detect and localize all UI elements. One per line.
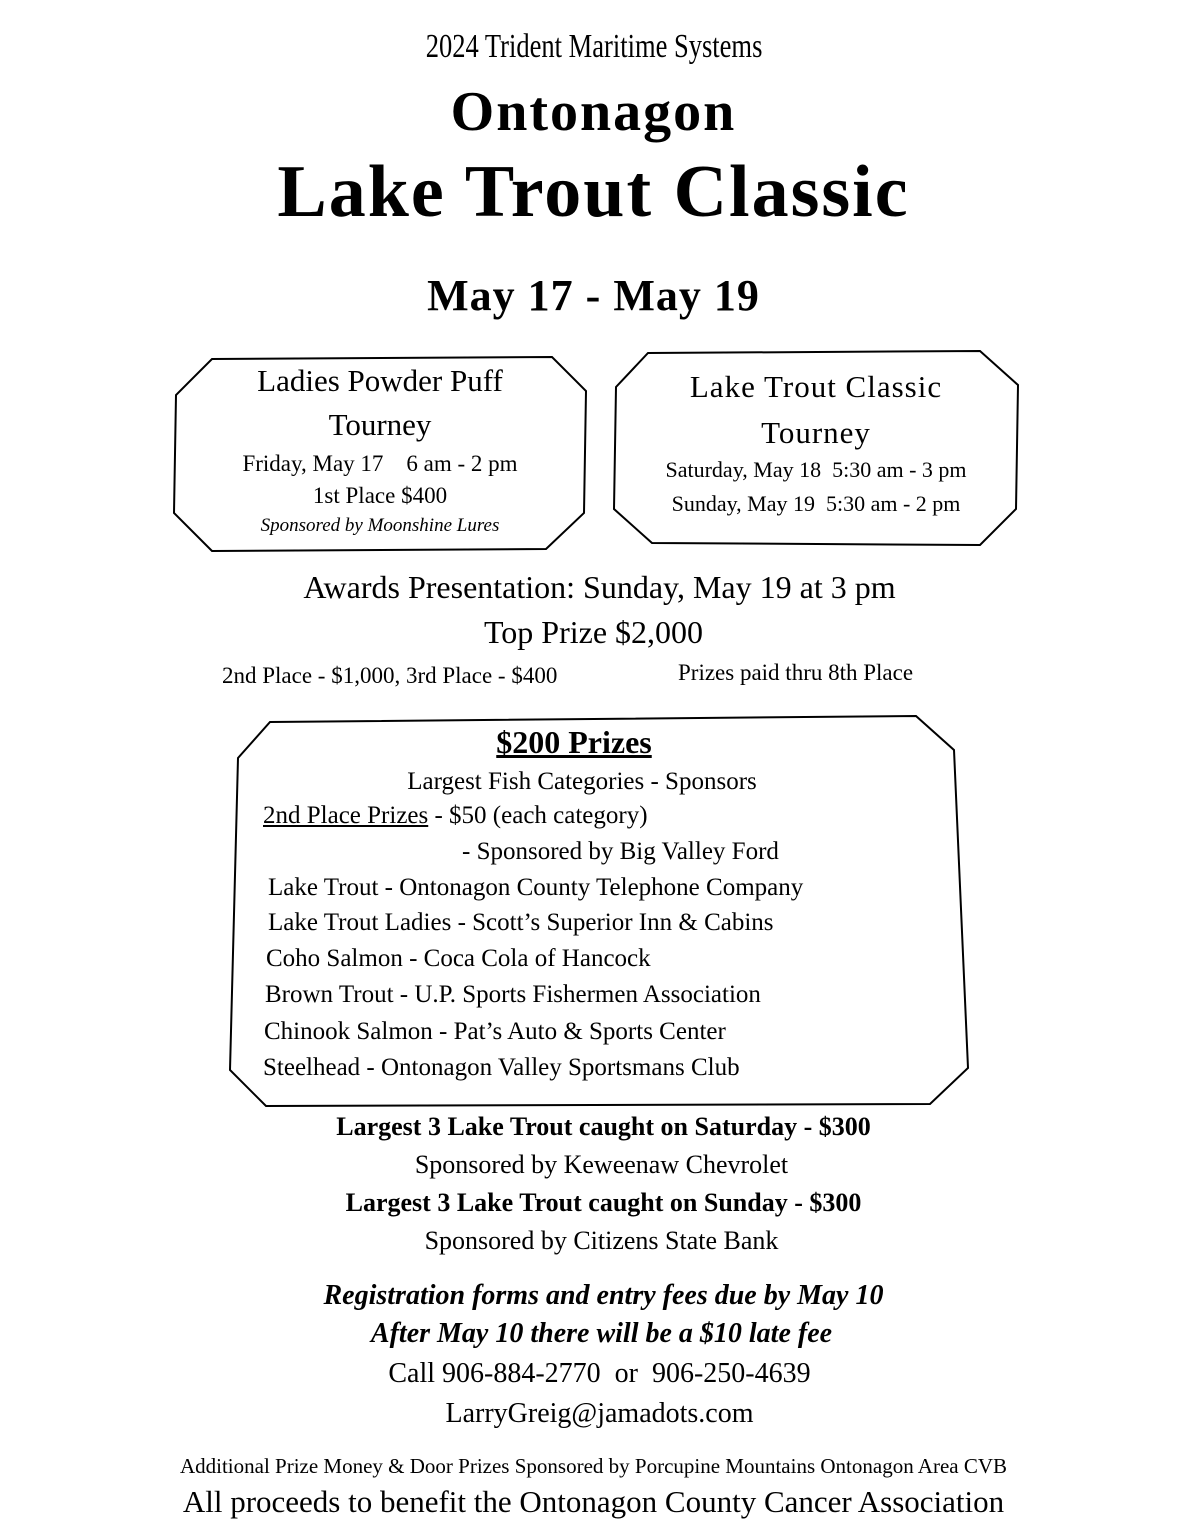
powder-puff-prize: 1st Place $400 — [312, 483, 448, 508]
powder-puff-box — [172, 355, 588, 551]
prizes-heading: $200 Prizes — [496, 724, 652, 760]
category-item: Brown Trout - U.P. Sports Fishermen Association — [265, 981, 761, 1008]
category-item: Chinook Salmon - Pat’s Auto & Sports Center — [264, 1018, 726, 1045]
sponsor-line: 2024 Trident Maritime Systems — [425, 28, 763, 65]
saturday-sponsor: Sponsored by Keweenaw Chevrolet — [414, 1150, 789, 1179]
category-item: Lake Trout - Ontonagon County Telephone Company — [268, 874, 804, 901]
proceeds-note: All proceeds to benefit the Ontonagon County Cancer Association — [182, 1484, 1005, 1519]
awards-paid-thru: Prizes paid thru 8th Place — [678, 660, 914, 685]
classic-tourney-box — [612, 349, 1020, 545]
location-title: Ontonagon — [450, 81, 737, 143]
contact-email: LarryGreig@jamadots.com — [445, 1398, 754, 1429]
phone-numbers: Call 906-884-2770 or 906-250-4639 — [388, 1358, 811, 1389]
registration-due: Registration forms and entry fees due by May 10 — [323, 1280, 884, 1311]
prizes-intro: Largest Fish Categories - Sponsors — [407, 768, 757, 795]
late-fee: After May 10 there will be a $10 late fee — [370, 1318, 833, 1349]
powder-puff-sponsor: Sponsored by Moonshine Lures — [260, 515, 500, 536]
awards-places: 2nd Place - $1,000, 3rd Place - $400 — [222, 663, 558, 688]
second-place-row — [263, 802, 648, 830]
event-title: Lake Trout Classic — [277, 151, 910, 233]
event-dates: May 17 - May 19 — [427, 271, 760, 320]
powder-puff-schedule: Friday, May 17 6 am - 2 pm — [242, 451, 518, 476]
classic-tourney-sunday: Sunday, May 19 5:30 am - 2 pm — [671, 491, 961, 516]
powder-puff-title-2: Tourney — [328, 407, 432, 442]
second-place-value: - $50 (each category) — [428, 802, 648, 829]
prizes-box — [226, 714, 970, 1106]
powder-puff-title-1: Ladies Powder Puff — [257, 363, 503, 398]
sunday-prize: Largest 3 Lake Trout caught on Sunday - $300 — [345, 1188, 862, 1217]
category-item: Lake Trout Ladies - Scott’s Superior Inn & Cabins — [268, 909, 774, 936]
second-place-sponsor: - Sponsored by Big Valley Ford — [462, 838, 779, 865]
classic-tourney-saturday: Saturday, May 18 5:30 am - 3 pm — [665, 457, 967, 482]
saturday-prize: Largest 3 Lake Trout caught on Saturday - $300 — [336, 1112, 871, 1141]
category-item: Coho Salmon - Coca Cola of Hancock — [266, 945, 651, 972]
classic-tourney-title-2: Tourney — [761, 415, 871, 450]
awards-presentation: Awards Presentation: Sunday, May 19 at 3 pm — [303, 569, 896, 605]
category-item: Steelhead - Ontonagon Valley Sportsmans Club — [263, 1054, 740, 1081]
sunday-sponsor: Sponsored by Citizens State Bank — [424, 1226, 779, 1255]
classic-tourney-title-1: Lake Trout Classic — [689, 369, 943, 404]
additional-sponsor: Additional Prize Money & Door Prizes Sponsored by Porcupine Mountains Ontonagon Area CVB — [179, 1454, 1008, 1478]
top-prize: Top Prize $2,000 — [483, 614, 704, 650]
second-place-label: 2nd Place Prizes — [263, 802, 429, 829]
